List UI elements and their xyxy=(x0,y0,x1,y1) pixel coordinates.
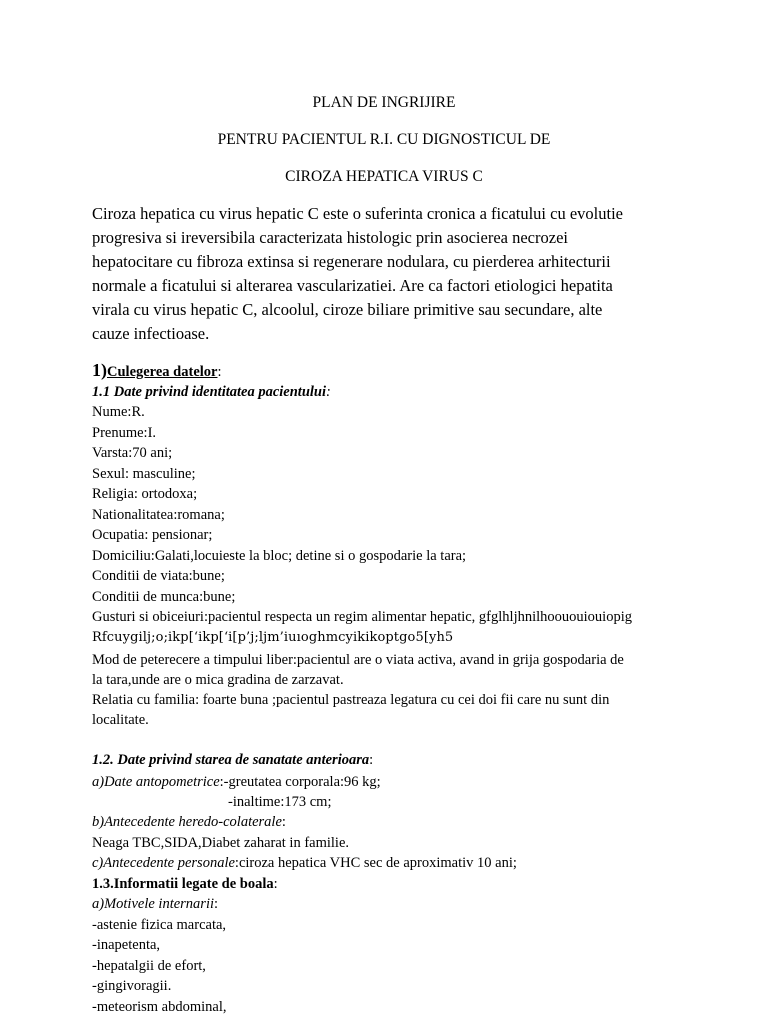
section-1-1-heading: 1.1 Date privind identitatea pacientului: xyxy=(92,384,331,400)
field-nationalitatea: Nationalitatea:romana; xyxy=(92,507,225,523)
document-title: PLAN DE INGRIJIRE xyxy=(312,94,456,111)
document-subtitle: PENTRU PACIENTUL R.I. CU DIGNOSTICUL DE xyxy=(217,131,551,148)
field-relatia-familia-cont: localitate. xyxy=(92,712,149,728)
diagnosis-title: CIROZA HEPATICA VIRUS C xyxy=(285,168,483,185)
intro-line: cauze infectioase. xyxy=(92,324,210,343)
intro-line: hepatocitare cu fibroza extinsa si regenerare nodulara, cu pierderea arhitecturii xyxy=(92,252,611,271)
section-1-title: Culegerea datelor xyxy=(107,364,218,380)
section-1-2-heading: 1.2. Date privind starea de sanatate anterioara: xyxy=(92,752,374,768)
field-timp-liber-cont: la tara,unde are o mica gradina de zarzavat. xyxy=(92,672,344,688)
field-timp-liber: Mod de peterecere a timpului liber:pacientul are o viata activa, avand in grija gospodaria de xyxy=(92,652,624,668)
field-varsta: Varsta:70 ani; xyxy=(92,445,173,461)
heredo-colateral-text: Neaga TBC,SIDA,Diabet zaharat in familie. xyxy=(92,835,350,851)
intro-line: virala cu virus hepatic C, alcoolul, ciroze biliare primitive sau secundare, alte xyxy=(92,300,603,319)
section-1-number: 1) xyxy=(92,360,107,380)
symptom-item: -inapetenta, xyxy=(92,937,161,953)
antropometric-data: a)Date antopometrice:-greutatea corporala:96 kg; xyxy=(92,774,381,790)
field-ocupatia: Ocupatia: pensionar; xyxy=(92,527,213,543)
intro-line: normale a ficatului si alterarea vascularizatiei. Are ca factori etiologici hepatita xyxy=(92,276,613,295)
symptom-item: -hepatalgii de efort, xyxy=(92,958,206,974)
height-value: -inaltime:173 cm; xyxy=(228,794,332,810)
garbled-text-line: Rfcuygilj;o;ikp[‘ikp[‘i[p’j;ljm’iuıoghmcyikikoptgo5[yh5 xyxy=(92,630,454,645)
heredo-colateral-label: b)Antecedente heredo-colaterale: xyxy=(92,814,286,830)
field-conditii-viata: Conditii de viata:bune; xyxy=(92,568,225,584)
field-religia: Religia: ortodoxa; xyxy=(92,486,198,502)
field-prenume: Prenume:I. xyxy=(92,425,157,441)
symptom-item: -meteorism abdominal, xyxy=(92,999,227,1015)
field-relatia-familia: Relatia cu familia: foarte buna ;pacientul pastreaza legatura cu cei doi fii care nu sunt din xyxy=(92,692,610,708)
field-nume: Nume:R. xyxy=(92,404,145,420)
personal-history: c)Antecedente personale:ciroza hepatica VHC sec de aproximativ 10 ani; xyxy=(92,855,517,871)
field-sexul: Sexul: masculine; xyxy=(92,466,196,482)
field-gusturi: Gusturi si obiceiuri:pacientul respecta un regim alimentar hepatic, gfglhljhnilhoououiouiopig xyxy=(92,609,632,625)
symptom-item: -astenie fizica marcata, xyxy=(92,917,227,933)
symptom-item: -gingivoragii. xyxy=(92,978,172,994)
field-domiciliu: Domiciliu:Galati,locuieste la bloc; detine si o gospodarie la tara; xyxy=(92,548,467,564)
intro-line: Ciroza hepatica cu virus hepatic C este o suferinta cronica a ficatului cu evolutie xyxy=(92,204,623,223)
section-1-heading: 1)Culegerea datelor: xyxy=(92,360,222,380)
field-conditii-munca: Conditii de munca:bune; xyxy=(92,589,236,605)
intro-line: progresiva si ireversibila caracterizata histologic prin asocierea necrozei xyxy=(92,228,568,247)
section-1-3-heading: 1.3.Informatii legate de boala: xyxy=(92,876,278,892)
admission-reasons-label: a)Motivele internarii: xyxy=(92,896,219,912)
